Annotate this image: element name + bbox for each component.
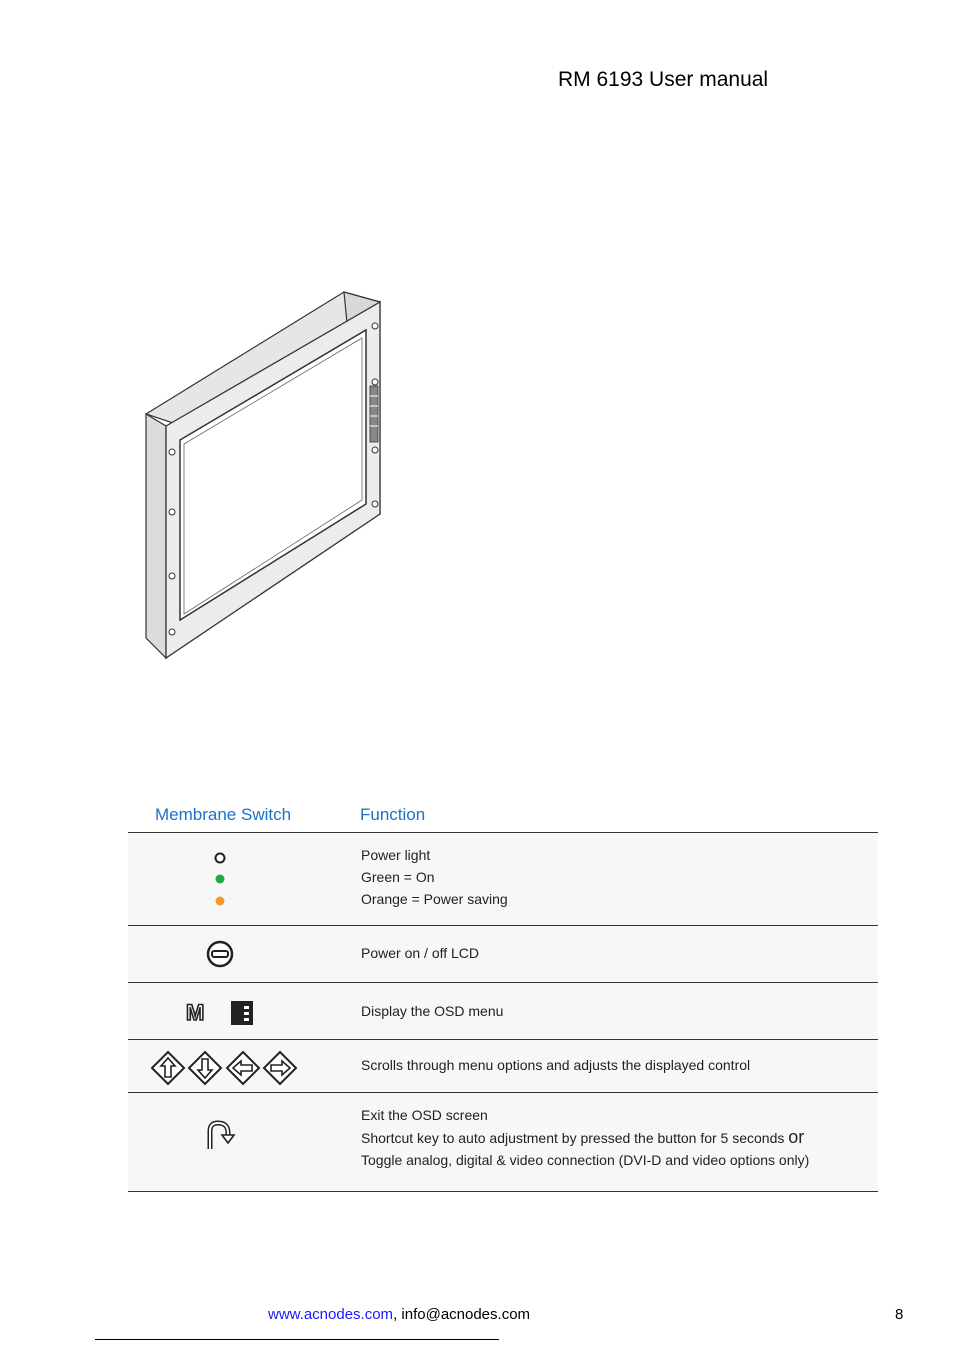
function-text bbox=[361, 1000, 503, 1022]
table-row bbox=[128, 833, 878, 926]
page-header-title: RM 6193 User manual bbox=[558, 68, 769, 91]
membrane-switch-table bbox=[128, 800, 878, 1192]
function-text bbox=[361, 844, 508, 910]
function-text bbox=[361, 1104, 809, 1171]
table-row bbox=[128, 1093, 878, 1192]
email-text: info@acnodes.com bbox=[401, 1306, 531, 1323]
function-text bbox=[361, 1054, 750, 1076]
header-function: Function bbox=[360, 805, 426, 824]
function-text bbox=[361, 942, 479, 964]
function-line: Orange = Power saving bbox=[361, 891, 508, 907]
table-header bbox=[128, 800, 878, 833]
rackmount-monitor-illustration bbox=[138, 286, 388, 662]
function-line: Toggle analog, digital & video connection (DVI-D and video options only) bbox=[361, 1152, 810, 1168]
page-footer bbox=[268, 1306, 530, 1323]
menu-keys-icon bbox=[128, 983, 318, 1039]
function-line: Scrolls through menu options and adjusts the displayed control bbox=[361, 1057, 751, 1073]
right-arrow-icon bbox=[264, 1052, 296, 1084]
function-line: Exit the OSD screen bbox=[361, 1107, 488, 1123]
exit-key-icon bbox=[128, 1093, 318, 1191]
menu-m-icon: M bbox=[186, 1000, 205, 1025]
menu-square-icon bbox=[231, 1001, 253, 1025]
table-row bbox=[128, 926, 878, 983]
power-light-leds-icon bbox=[128, 833, 318, 925]
function-line: Power on / off LCD bbox=[361, 945, 480, 961]
footer-divider bbox=[95, 1339, 499, 1340]
function-line: Display the OSD menu bbox=[361, 1003, 504, 1019]
function-line: Shortcut key to auto adjustment by pressed the button for 5 seconds or bbox=[361, 1127, 805, 1147]
table-row bbox=[128, 1040, 878, 1093]
footer-separator: , bbox=[393, 1306, 402, 1323]
header-membrane-switch: Membrane Switch bbox=[155, 805, 292, 824]
website-link[interactable]: www.acnodes.com bbox=[268, 1306, 394, 1323]
up-arrow-icon bbox=[152, 1052, 184, 1084]
down-arrow-icon bbox=[189, 1052, 221, 1084]
power-button-icon bbox=[128, 926, 318, 982]
left-arrow-icon bbox=[227, 1052, 259, 1084]
or-text: or bbox=[788, 1127, 805, 1147]
function-line: Green = On bbox=[361, 869, 435, 885]
table-row bbox=[128, 983, 878, 1040]
arrow-keys-icon bbox=[128, 1040, 318, 1092]
page-number: 8 bbox=[895, 1306, 904, 1323]
function-line: Power light bbox=[361, 847, 431, 863]
